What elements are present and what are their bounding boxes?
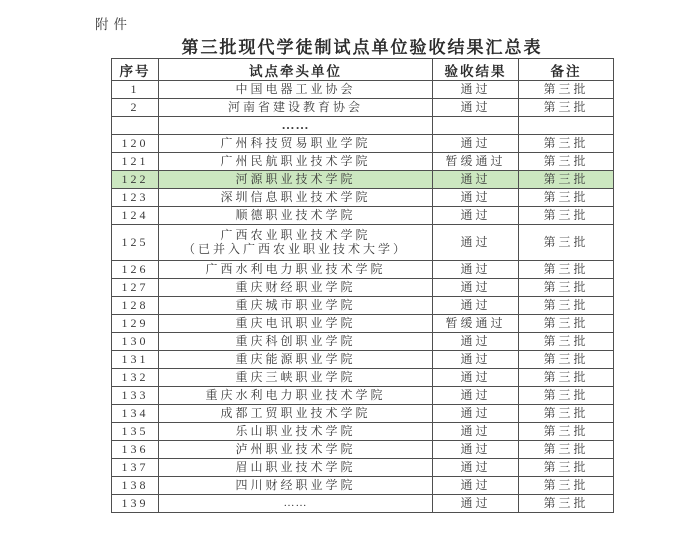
cell-remark: 第三批 [519,207,614,225]
cell-remark: 第三批 [519,405,614,423]
cell-unit: 重庆财经职业学院 [159,279,433,297]
cell-result: 通过 [433,477,519,495]
cell-result: 通过 [433,351,519,369]
cell-remark: 第三批 [519,153,614,171]
cell-result: 通过 [433,459,519,477]
table-row [112,189,614,207]
table-row [112,369,614,387]
table-row [112,117,614,135]
table-row [112,477,614,495]
cell-unit: 中国电器工业协会 [159,81,433,99]
cell-index: 132 [112,369,159,387]
col-header-result: 验收结果 [433,59,519,81]
attachment-label: 附件 [95,17,132,32]
cell-remark: 第三批 [519,459,614,477]
page-title: 第三批现代学徒制试点单位验收结果汇总表 [181,38,543,57]
cell-index: 126 [112,261,159,279]
cell-result: 通过 [433,279,519,297]
cell-index: 124 [112,207,159,225]
cell-remark: 第三批 [519,441,614,459]
table-row [112,171,614,189]
cell-index: 127 [112,279,159,297]
cell-result: 通过 [433,297,519,315]
table-row [112,153,614,171]
cell-unit: 重庆能源职业学院 [159,351,433,369]
cell-remark: 第三批 [519,261,614,279]
cell-result: 通过 [433,333,519,351]
table-row [112,261,614,279]
cell-result: 通过 [433,369,519,387]
cell-unit: 四川财经职业学院 [159,477,433,495]
cell-unit: …… [159,117,433,135]
cell-unit: 乐山职业技术学院 [159,423,433,441]
table-row [112,423,614,441]
table-row [112,459,614,477]
cell-index: 138 [112,477,159,495]
cell-remark: 第三批 [519,279,614,297]
cell-unit: 顺德职业技术学院 [159,207,433,225]
cell-result: 暂缓通过 [433,315,519,333]
cell-unit: 重庆水利电力职业技术学院 [159,387,433,405]
cell-unit: 河南省建设教育协会 [159,99,433,117]
cell-result: 通过 [433,99,519,117]
cell-index: 128 [112,297,159,315]
cell-result: 通过 [433,81,519,99]
cell-remark: 第三批 [519,333,614,351]
col-header-remark: 备注 [519,59,614,81]
cell-result: 通过 [433,171,519,189]
cell-unit: 广西水利电力职业技术学院 [159,261,433,279]
cell-result: 暂缓通过 [433,153,519,171]
cell-remark [519,117,614,135]
cell-remark: 第三批 [519,189,614,207]
cell-unit: 广西农业职业技术学院 （已并入广西农业职业技术大学） [159,225,433,261]
table-row [112,495,614,513]
cell-remark: 第三批 [519,477,614,495]
cell-unit: 重庆三峡职业学院 [159,369,433,387]
cell-unit: 成都工贸职业技术学院 [159,405,433,423]
cell-result: 通过 [433,495,519,513]
col-header-unit: 试点牵头单位 [159,59,433,81]
cell-index: 121 [112,153,159,171]
cell-remark: 第三批 [519,99,614,117]
cell-index: 134 [112,405,159,423]
cell-unit: 眉山职业技术学院 [159,459,433,477]
cell-unit: 重庆电讯职业学院 [159,315,433,333]
cell-remark: 第三批 [519,495,614,513]
cell-remark: 第三批 [519,81,614,99]
col-header-index: 序号 [112,59,159,81]
table-row [112,387,614,405]
cell-result: 通过 [433,261,519,279]
table-row [112,405,614,423]
cell-index: 122 [112,171,159,189]
cell-unit: 深圳信息职业技术学院 [159,189,433,207]
table-row [112,99,614,117]
cell-index: 2 [112,99,159,117]
cell-remark: 第三批 [519,297,614,315]
cell-remark: 第三批 [519,171,614,189]
cell-index: 120 [112,135,159,153]
cell-unit: 泸州职业技术学院 [159,441,433,459]
table-row [112,207,614,225]
table-row [112,333,614,351]
cell-index: 1 [112,81,159,99]
table-row [112,441,614,459]
table-row [112,279,614,297]
cell-index: 135 [112,423,159,441]
cell-remark: 第三批 [519,225,614,261]
cell-index [112,117,159,135]
cell-result [433,117,519,135]
table-row [112,297,614,315]
cell-index: 139 [112,495,159,513]
cell-result: 通过 [433,135,519,153]
table-row [112,81,614,99]
table-row [112,135,614,153]
table-header-row [112,59,614,81]
results-table [111,58,614,513]
table-row [112,351,614,369]
cell-index: 131 [112,351,159,369]
cell-remark: 第三批 [519,351,614,369]
cell-remark: 第三批 [519,315,614,333]
cell-index: 123 [112,189,159,207]
cell-result: 通过 [433,207,519,225]
cell-unit: 河源职业技术学院 [159,171,433,189]
cell-index: 137 [112,459,159,477]
cell-result: 通过 [433,189,519,207]
cell-remark: 第三批 [519,423,614,441]
cell-remark: 第三批 [519,135,614,153]
cell-unit: 重庆科创职业学院 [159,333,433,351]
cell-index: 130 [112,333,159,351]
cell-index: 133 [112,387,159,405]
cell-unit: …… [159,495,433,513]
cell-unit: 重庆城市职业学院 [159,297,433,315]
cell-unit: 广州科技贸易职业学院 [159,135,433,153]
cell-result: 通过 [433,387,519,405]
cell-result: 通过 [433,225,519,261]
cell-remark: 第三批 [519,369,614,387]
cell-result: 通过 [433,423,519,441]
cell-result: 通过 [433,405,519,423]
cell-unit: 广州民航职业技术学院 [159,153,433,171]
table-row [112,315,614,333]
cell-index: 125 [112,225,159,261]
cell-remark: 第三批 [519,387,614,405]
cell-index: 136 [112,441,159,459]
cell-result: 通过 [433,441,519,459]
table-row [112,225,614,261]
cell-index: 129 [112,315,159,333]
